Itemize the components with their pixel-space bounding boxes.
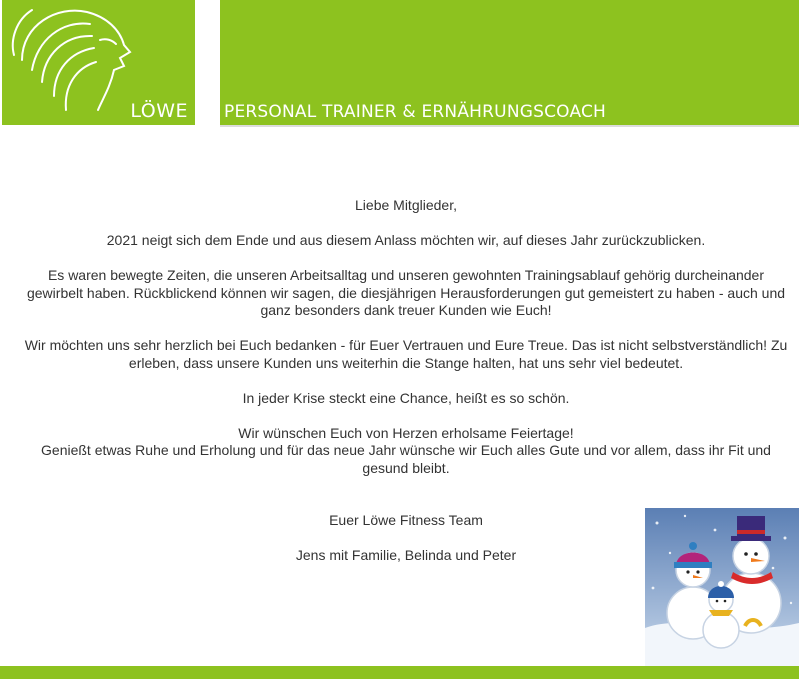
paragraph-review — [8, 267, 799, 320]
paragraph-line: Es waren bewegte Zeiten, die unseren Arbeitsalltag und unseren gewohnten Trainingsablauf gehörig durcheinander — [47, 267, 765, 283]
paragraph-line: Genießt etwas Ruhe und Erholung und für das neue Jahr wünsche wir Euch alles Gute und vor allem, dass ihr Fit und — [41, 442, 771, 458]
banner-title: PERSONAL TRAINER & ERNÄHRUNGSCOACH — [224, 102, 607, 122]
logo-text: LÖWE — [130, 100, 188, 122]
banner-divider — [220, 125, 799, 127]
paragraph-line: gewirbelt haben. Rückblickend können wir sagen, die diesjährigen Herausforderungen gut gemeistert zu haben - auch und — [26, 284, 786, 301]
paragraph-crisis: In jeder Krise steckt eine Chance, heißt es so schön. — [242, 389, 570, 406]
signature-team: Euer Löwe Fitness Team — [329, 512, 483, 528]
paragraph-line: Wir wünschen Euch von Herzen erholsame Feiertage! — [238, 424, 574, 441]
header-banner — [220, 0, 799, 125]
paragraph-line: erleben, dass unsere Kunden uns weiterhin die Stange halten, hat uns sehr viel bedeutet. — [128, 354, 684, 371]
snowmen-family-icon — [645, 508, 799, 666]
snowmen-image — [645, 508, 799, 666]
paragraph-line: Wir möchten uns sehr herzlich bei Euch bedanken - für Euer Vertrauen und Eure Treue. Das ist nicht selbstverständlich! Zu — [24, 337, 788, 353]
paragraph-thanks — [8, 337, 799, 372]
paragraph-intro: 2021 neigt sich dem Ende und aus diesem Anlass möchten wir, auf dieses Jahr zurückzublicken. — [106, 232, 706, 248]
paragraph-line: gesund bleibt. — [362, 459, 450, 476]
paragraph-line: ganz besonders dank treuer Kunden wie Euch! — [260, 302, 552, 318]
paragraph-wishes — [8, 425, 799, 478]
logo[interactable] — [2, 0, 195, 125]
greeting: Liebe Mitglieder, — [355, 197, 457, 213]
signature-names: Jens mit Familie, Belinda und Peter — [295, 547, 517, 563]
footer-bar — [0, 666, 799, 679]
